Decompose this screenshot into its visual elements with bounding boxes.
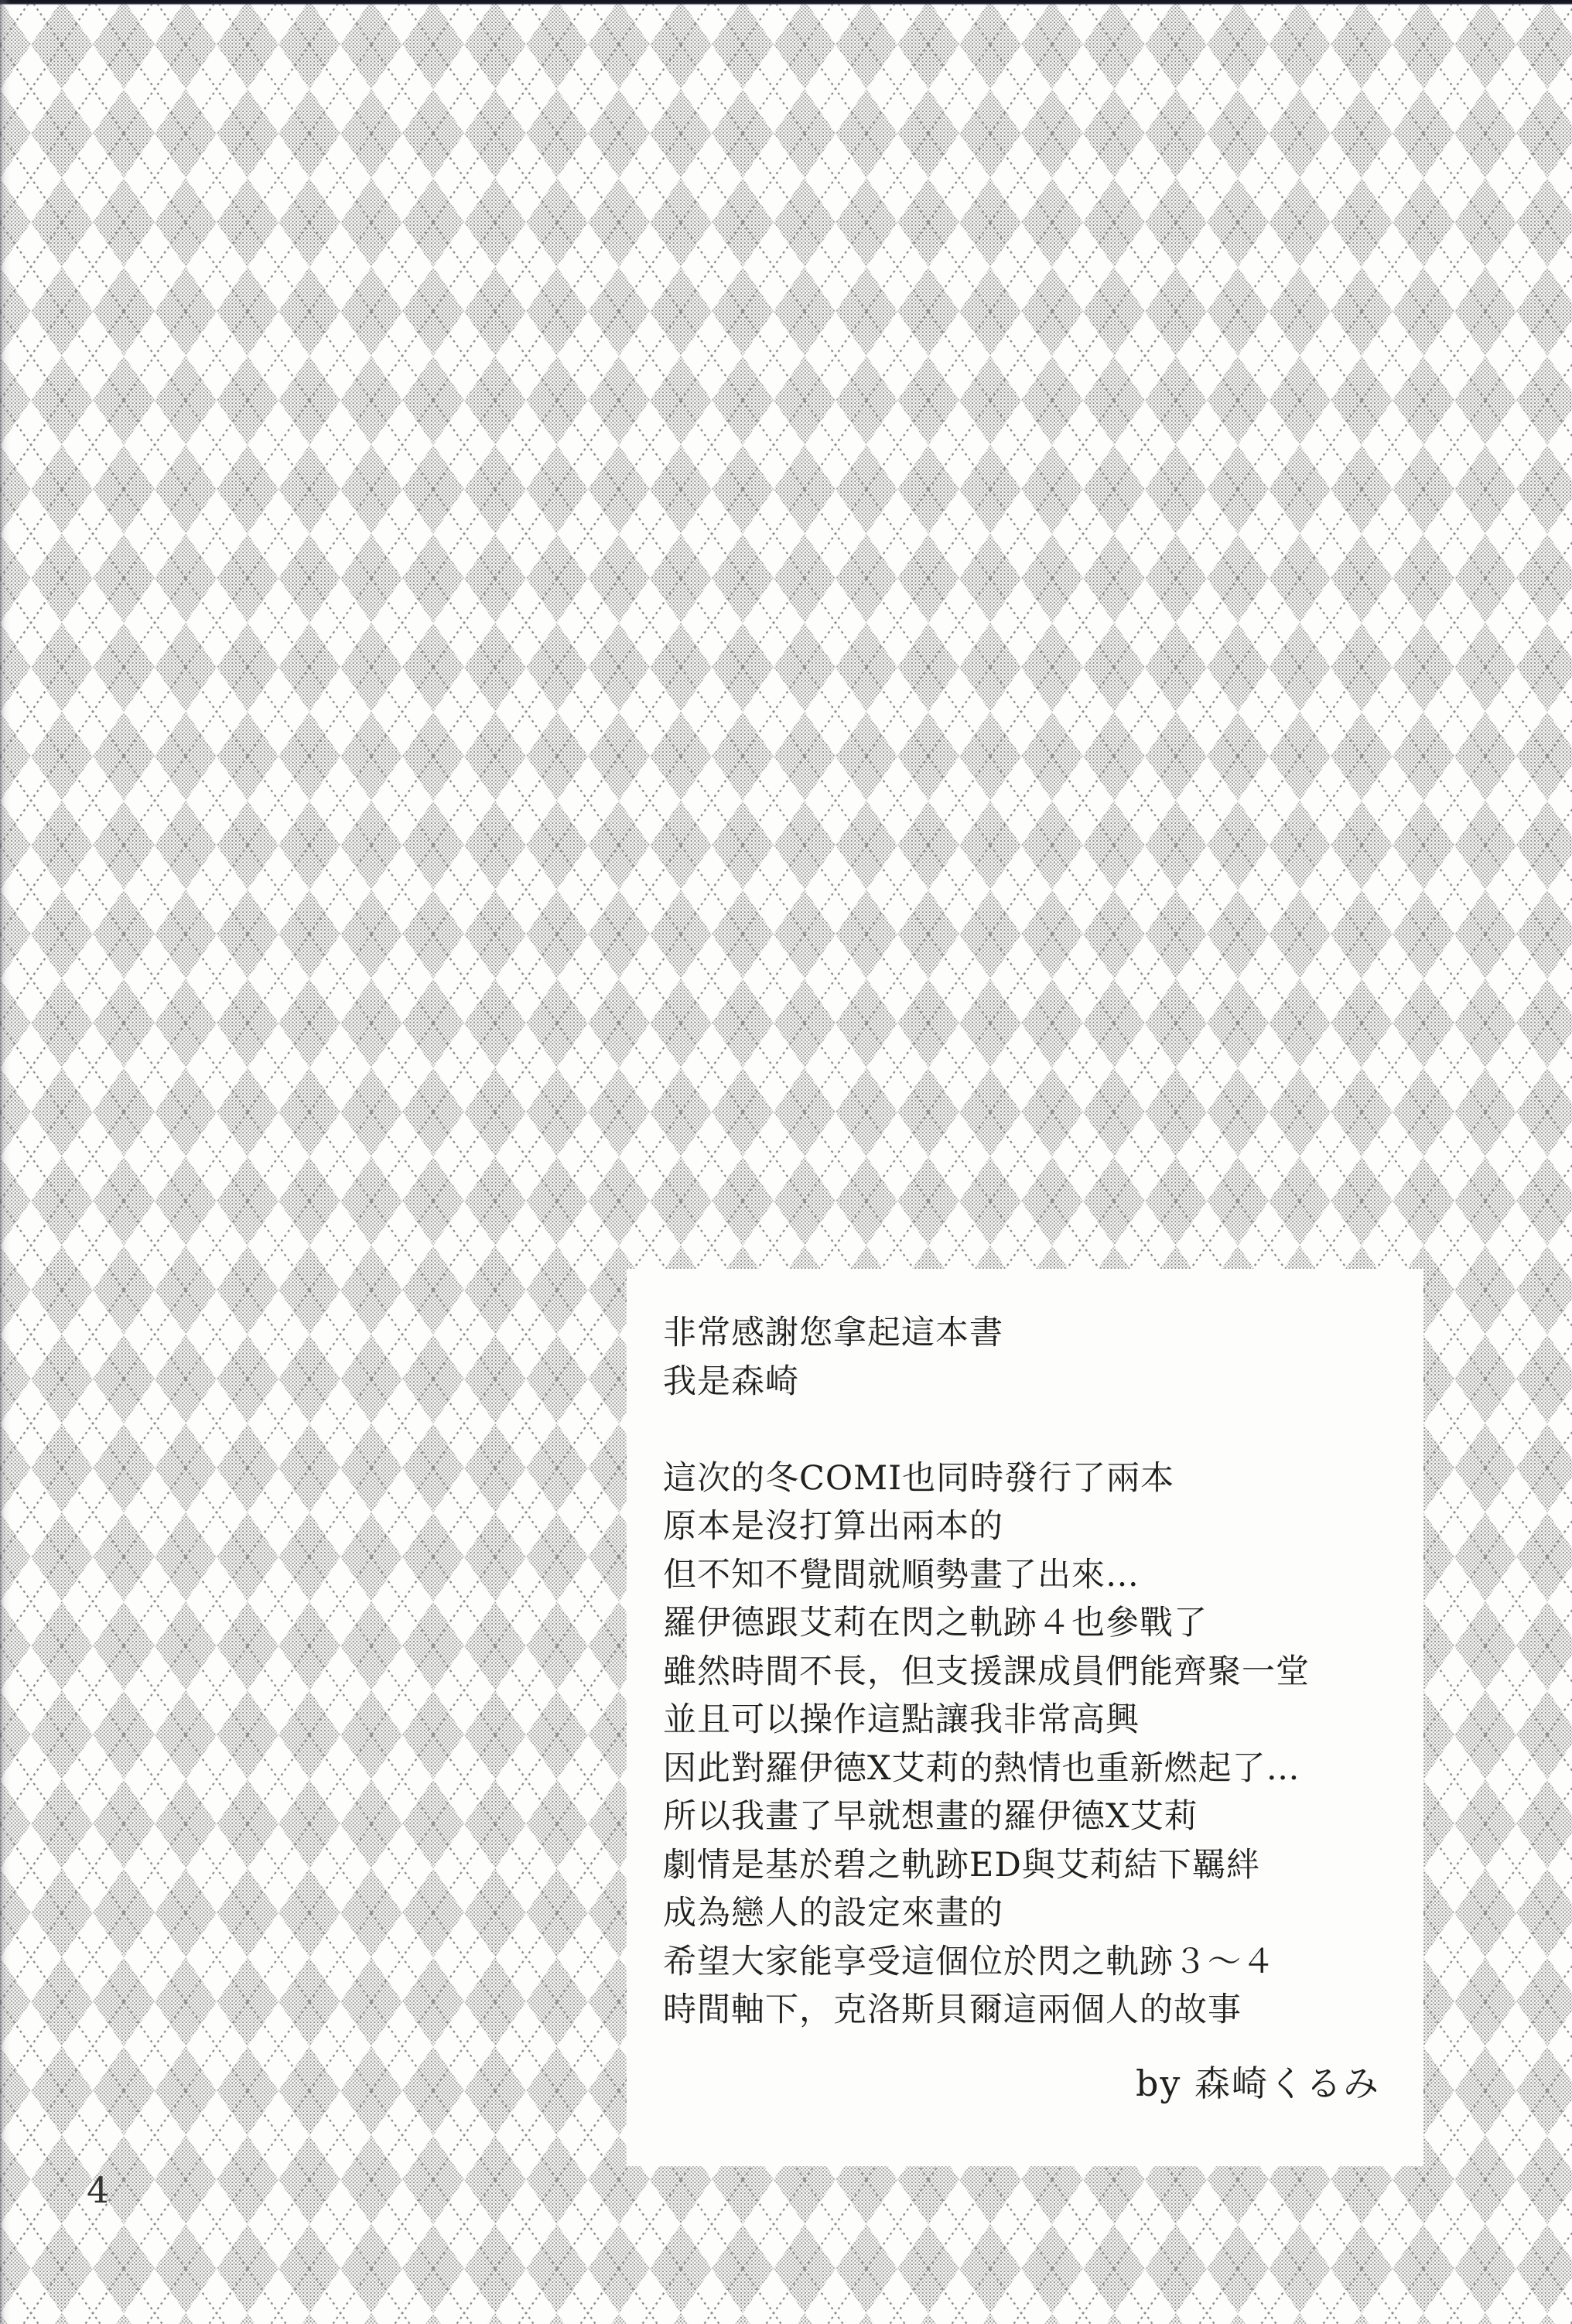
afterword-line: 成為戀人的設定來畫的 bbox=[663, 1894, 1003, 1933]
scan-edge-left bbox=[0, 0, 11, 2324]
afterword-line: 羅伊德跟艾莉在閃之軌跡４也參戰了 bbox=[663, 1604, 1208, 1642]
afterword-line: 所以我畫了早就想畫的羅伊德X艾莉 bbox=[663, 1797, 1198, 1836]
afterword-line: 並且可以操作這點讓我非常高興 bbox=[663, 1700, 1140, 1739]
afterword-line: 原本是沒打算出兩本的 bbox=[663, 1507, 1003, 1546]
afterword-line: 希望大家能享受這個位於閃之軌跡３～４ bbox=[663, 1942, 1276, 1981]
afterword-line: 雖然時間不長，但支援課成員們能齊聚一堂 bbox=[663, 1652, 1310, 1691]
afterword-line: 因此對羅伊德X艾莉的熱情也重新燃起了… bbox=[663, 1748, 1300, 1788]
scan-edge-top bbox=[0, 0, 1572, 5]
afterword-line: 我是森崎 bbox=[663, 1362, 799, 1401]
afterword-line: 這次的冬COMI也同時發行了兩本 bbox=[663, 1458, 1175, 1498]
afterword-lines bbox=[663, 1309, 1408, 2035]
afterword-line bbox=[663, 1406, 1408, 1454]
afterword-line: 非常感謝您拿起這本書 bbox=[663, 1314, 1003, 1352]
afterword-panel bbox=[627, 1269, 1423, 2166]
page-number: 4 bbox=[87, 2169, 110, 2211]
afterword-line: 但不知不覺間就順勢畫了出來… bbox=[663, 1555, 1140, 1594]
afterword-line: 劇情是基於碧之軌跡ED與艾莉結下羈絆 bbox=[663, 1845, 1260, 1885]
afterword-line: 時間軸下，克洛斯貝爾這兩個人的故事 bbox=[663, 1991, 1242, 2029]
author-signature: by 森崎くるみ bbox=[1135, 2063, 1380, 2104]
